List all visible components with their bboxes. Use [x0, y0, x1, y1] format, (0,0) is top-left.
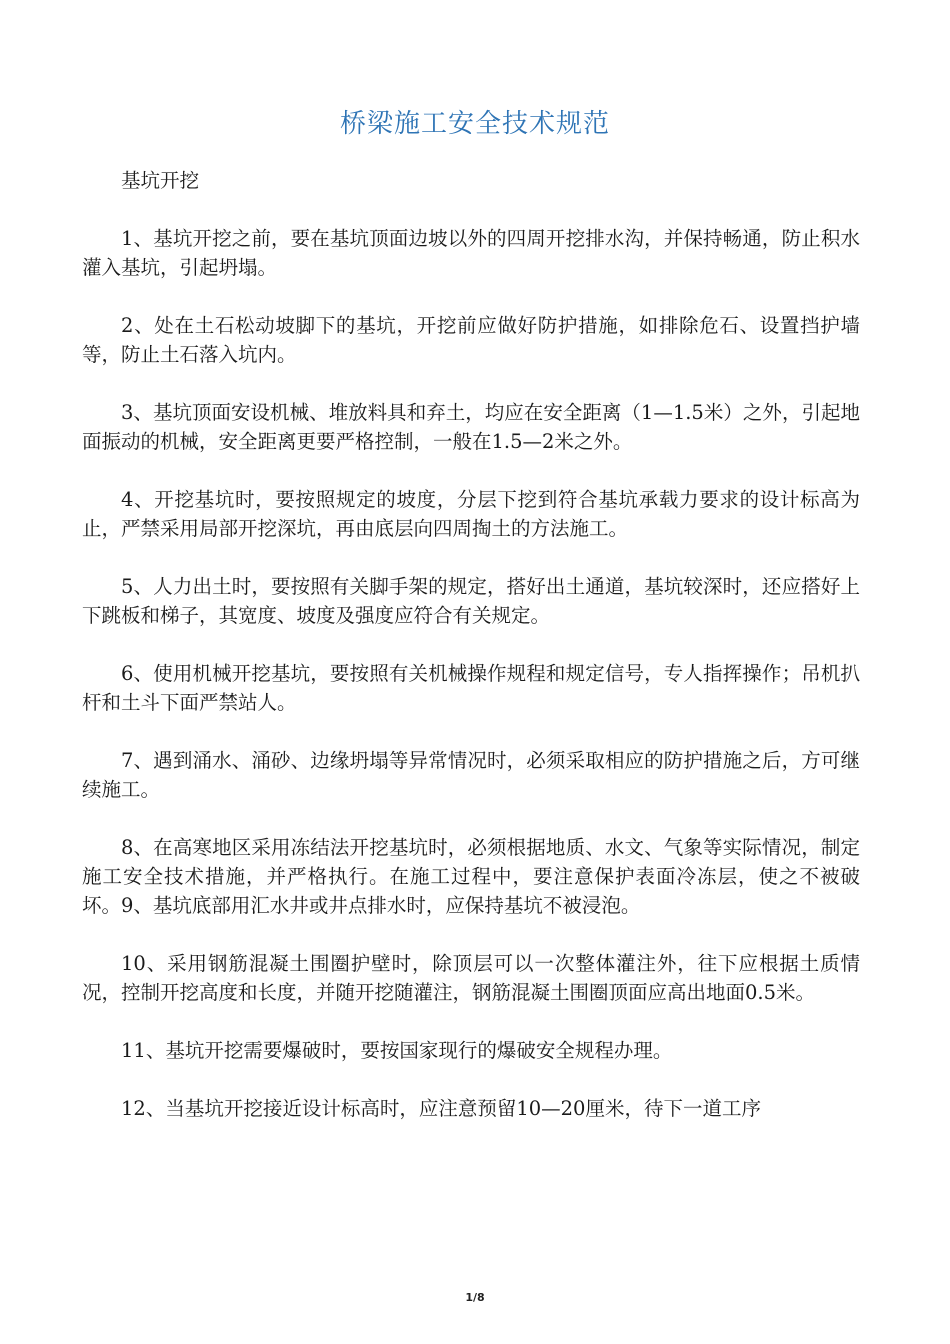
- document-body: [82, 166, 860, 1152]
- paragraph-10: 10、采用钢筋混凝土围圈护壁时，除顶层可以一次整体灌注外，往下应根据土质情况，控制开挖高度和长度，并随开挖随灌注，钢筋混凝土围圈顶面应高出地面0.5米。: [82, 952, 860, 1004]
- section-heading: 基坑开挖: [121, 169, 200, 192]
- paragraph-12: 12、当基坑开挖接近设计标高时，应注意预留10—20厘米，待下一道工序: [121, 1097, 761, 1120]
- paragraph-6: 6、使用机械开挖基坑，要按照有关机械操作规程和规定信号，专人指挥操作；吊机扒杆和土斗下面严禁站人。: [82, 662, 860, 714]
- paragraph-5: 5、人力出土时，要按照有关脚手架的规定，搭好出土通道，基坑较深时，还应搭好上下跳板和梯子，其宽度、坡度及强度应符合有关规定。: [82, 575, 860, 627]
- paragraph-2: 2、处在土石松动坡脚下的基坑，开挖前应做好防护措施，如排除危石、设置挡护墙等，防止土石落入坑内。: [82, 314, 860, 366]
- document-title: 桥梁施工安全技术规范: [339, 109, 610, 139]
- paragraph-11: 11、基坑开挖需要爆破时，要按国家现行的爆破安全规程办理。: [121, 1039, 673, 1062]
- paragraph-8: 8、在高寒地区采用冻结法开挖基坑时，必须根据地质、水文、气象等实际情况，制定施工安全技术措施，并严格执行。在施工过程中，要注意保护表面冷冻层，使之不被破坏。9、基坑底部用汇水井或井点排水时，应保持基坑不被浸泡。: [82, 836, 860, 917]
- paragraph-7: 7、遇到涌水、涌砂、边缘坍塌等异常情况时，必须采取相应的防护措施之后，方可继续施工。: [82, 749, 860, 801]
- paragraph-1: 1、基坑开挖之前，要在基坑顶面边坡以外的四周开挖排水沟，并保持畅通，防止积水灌入基坑，引起坍塌。: [82, 227, 860, 279]
- paragraph-4: 4、开挖基坑时，要按照规定的坡度，分层下挖到符合基坑承载力要求的设计标高为止，严禁采用局部开挖深坑，再由底层向四周掏土的方法施工。: [82, 488, 860, 540]
- page-number: 1/8: [465, 1291, 485, 1304]
- paragraph-3: 3、基坑顶面安设机械、堆放料具和弃土，均应在安全距离（1—1.5米）之外，引起地面振动的机械，安全距离更要严格控制，一般在1.5—2米之外。: [82, 401, 860, 453]
